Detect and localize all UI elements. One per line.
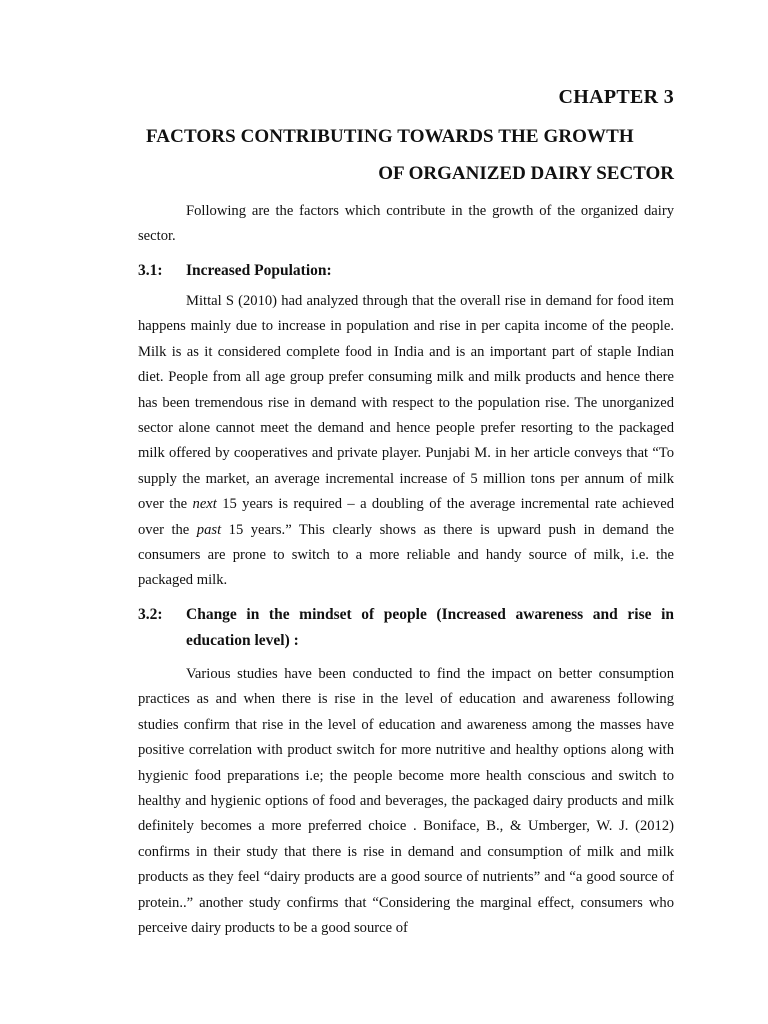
section-number: 3.2: bbox=[138, 606, 163, 623]
emphasis-past: past bbox=[196, 521, 222, 538]
chapter-title-line-2: OF ORGANIZED DAIRY SECTOR bbox=[378, 163, 674, 184]
section-title: Change in the mindset of people (Increased awareness and rise in education level) : bbox=[186, 606, 674, 649]
chapter-title-line-1: FACTORS CONTRIBUTING TOWARDS THE GROWTH bbox=[146, 126, 634, 147]
paragraph-text: Mittal S (2010) had analyzed through that the overall rise in demand for food item happens mainly due to increase in population and rise in per capita income of the people. Milk is as it considered complete food in India and is an important part of staple Indian diet. People from all age group prefer consuming milk and milk products and hence there has been tremendous rise in demand with respect to the population rise. The unorganized sector alone cannot meet the demand and hence people prefer resorting to the packaged milk offered by cooperatives and private player. Punjabi M. in her article conveys that “To supply the market, an average incremental increase of 5 million tons per annum of milk over the bbox=[138, 293, 674, 513]
section-3-2-heading bbox=[138, 602, 674, 654]
section-number: 3.1: bbox=[138, 262, 163, 279]
paragraph-text: 15 years.” This clearly shows as there is upward push in demand the consumers are prone to switch to a more reliable and handy source of milk, i.e. the packaged milk. bbox=[138, 521, 674, 589]
section-3-1-heading bbox=[138, 258, 674, 284]
intro-paragraph: Following are the factors which contribute in the growth of the organized dairy sector. bbox=[138, 203, 674, 245]
section-3-1-paragraph bbox=[138, 289, 674, 594]
emphasis-next: next bbox=[192, 496, 217, 513]
paragraph-text: 15 years is required – a doubling of the average incremental rate achieved over the bbox=[138, 496, 674, 538]
chapter-label: CHAPTER 3 bbox=[558, 86, 674, 108]
section-3-2-paragraph: Various studies have been conducted to find the impact on better consumption practices as and when there is rise in the level of education and awareness following studies confirm that rise in the level of education and awareness among the masses have positive correlation with product switch for more nutritive and healthy options along with hygienic food preparations i.e; the people become more health conscious and switch to healthy and hygienic options of food and beverages, the packaged dairy products and milk definitely becomes a more preferred choice . Boniface, B., & Umberger, W. J. (2012) confirms in their study that there is rise in demand and consumption of milk and milk products as they feel “dairy products are a good source of nutrients” and “a good source of protein..” another study confirms that “Considering the marginal effect, consumers who perceive dairy products to be a good source of bbox=[138, 666, 674, 937]
section-title: Increased Population: bbox=[186, 262, 332, 279]
